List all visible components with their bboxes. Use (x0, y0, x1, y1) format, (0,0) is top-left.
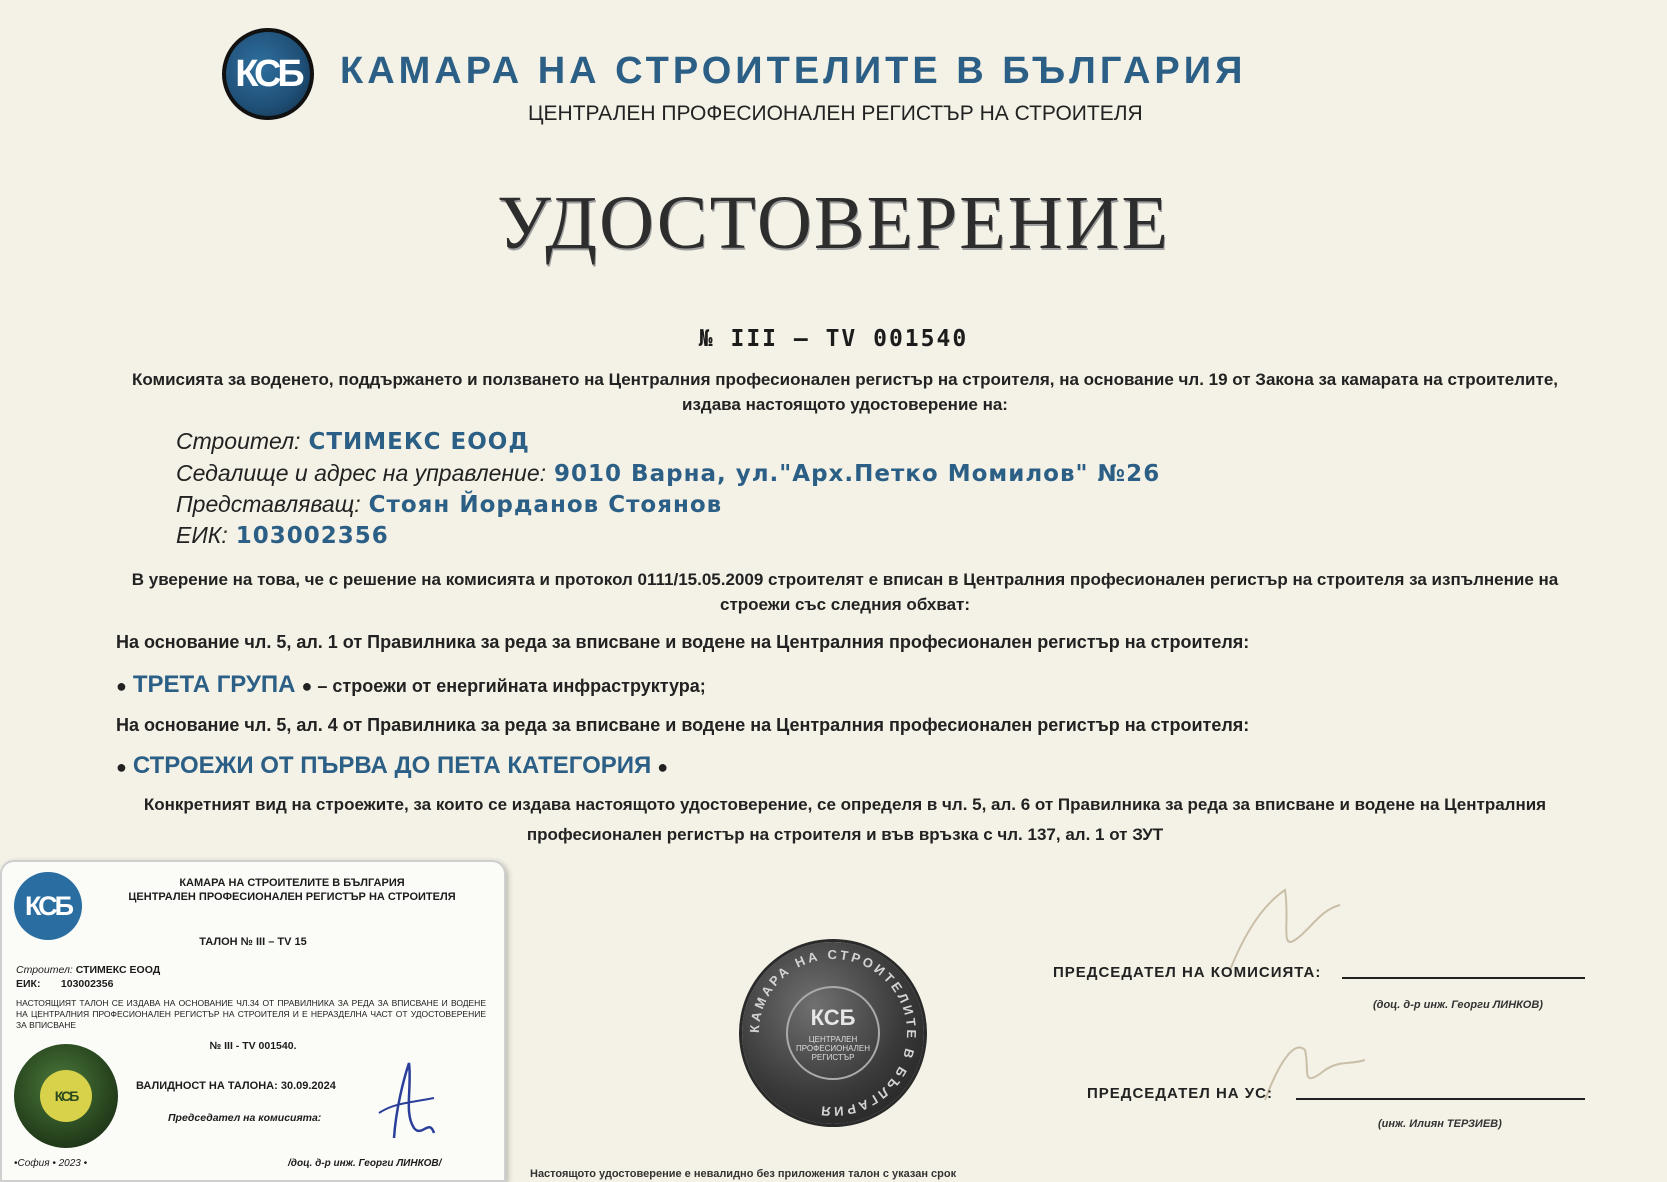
talon-cert-number: № III - TV 001540. (209, 1040, 297, 1052)
talon-logo (14, 872, 82, 940)
seal-mark: КСБ (810, 1004, 856, 1030)
talon-chair-label: Председател на комисията: (168, 1112, 322, 1124)
bullet-icon: ● (116, 676, 127, 696)
talon-seal (14, 1044, 118, 1148)
decision-paragraph: В уверение на това, че с решение на комисията и протокол 0111/15.05.2009 строителят е вписан в Централния професионален регистър на строителя за изпълнение на строежи със следния обхват: (131, 570, 1559, 614)
talon-eik-label: ЕИК: (16, 978, 41, 990)
representative-value: Стоян Йорданов Стоянов (368, 492, 723, 518)
group-name: ТРЕТА ГРУПА (132, 671, 296, 698)
representative-label: Представляващ: (176, 491, 361, 517)
builder-value: СТИМЕКС ЕООД (308, 429, 530, 455)
talon-logo-mark: КСБ (24, 890, 72, 921)
seal-center-text: ЦЕНТРАЛЕН ПРОФЕСИОНАЛЕН РЕГИСТЪР (796, 1034, 870, 1062)
talon-validity-value: 30.09.2024 (280, 1080, 336, 1092)
talon-signer: /доц. д-р инж. Георги ЛИНКОВ/ (288, 1158, 442, 1169)
talon-org-sub: ЦЕНТРАЛЕН ПРОФЕСИОНАЛЕН РЕГИСТЪР НА СТРОИТЕЛЯ (128, 891, 456, 903)
chamber-logo-mark: КСБ (235, 52, 301, 95)
certificate-number: № III – TV 001540 (698, 326, 969, 352)
seal-center (786, 986, 880, 1080)
group-description: – строежи от енергийната инфраструктура; (317, 676, 706, 696)
eik-label: ЕИК: (176, 522, 228, 548)
address-value: 9010 Варна, ул."Арх.Петко Момилов" №26 (554, 461, 1161, 487)
org-subtitle: ЦЕНТРАЛЕН ПРОФЕСИОНАЛЕН РЕГИСТЪР НА СТРОИТЕЛЯ (528, 102, 1143, 125)
address-field (176, 460, 1160, 487)
talon-text: НАСТОЯЩИЯТ ТАЛОН СЕ ИЗДАВА НА ОСНОВАНИЕ ЧЛ.34 ОТ ПРАВИЛНИКА ЗА РЕДА ЗА ВПИСВАНЕ И ВОДЕНЕ НА ЦЕНТРАЛНИЯ ПРОФЕСИОНАЛЕН РЕГИСТЪР НА СТРОИТЕЛЯ И Е НЕРАЗДЕЛНА ЧАСТ ОТ УДОСТОВЕРЕНИЕ ЗА ВПИСВАНЕ (16, 998, 486, 1030)
specific-paragraph: Конкретният вид на строежите, за които се издава настоящото удостоверение, се определя в чл. 5, ал. 6 от Правилника за реда за вписване и водене на Централния професионален регистър на строителя и във връзка с чл. 137, ал. 1 от ЗУТ (143, 795, 1547, 844)
certificate-title: УДОСТОВЕРЕНИЕ (497, 181, 1170, 265)
footer-note: Настоящото удостоверение е невалидно без приложения талон с указан срок (530, 1168, 957, 1180)
talon-card (0, 860, 506, 1182)
basis-2: На основание чл. 5, ал. 4 от Правилника за реда за вписване и водене на Централния професионален регистър на строителя: (116, 715, 1250, 735)
builder-field (176, 428, 530, 455)
category-line (116, 752, 668, 780)
representative-field (176, 491, 722, 518)
bullet-icon: ● (116, 757, 127, 777)
group-line (116, 671, 706, 699)
basis-1: На основание чл. 5, ал. 1 от Правилника за реда за вписване и водене на Централния професионален регистър на строителя: (116, 632, 1250, 652)
chair-commission-label: ПРЕДСЕДАТЕЛ НА КОМИСИЯТА: (1053, 964, 1322, 981)
talon-org (92, 876, 492, 904)
builder-label: Строител: (176, 428, 301, 454)
signature-line (1342, 977, 1585, 979)
chair-board-label: ПРЕДСЕДАТЕЛ НА УС: (1087, 1085, 1273, 1102)
seal-ring-text: КАМАРА НА СТРОИТЕЛИТЕ В БЪЛГАРИЯ (746, 946, 920, 1120)
bullet-icon: ● (657, 757, 669, 777)
talon-builder (16, 964, 160, 976)
talon-signature (374, 1058, 444, 1148)
signature-line (1296, 1098, 1585, 1100)
talon-builder-label: Строител: (16, 964, 73, 976)
eik-field (176, 522, 389, 549)
chair-board-name: (инж. Илиян ТЕРЗИЕВ) (1378, 1118, 1502, 1130)
talon-place: •София • 2023 • (14, 1158, 88, 1169)
talon-validity (136, 1080, 336, 1092)
bullet-icon: ● (301, 676, 313, 696)
chamber-logo (222, 28, 314, 120)
chair-commission-name: (доц. д-р инж. Георги ЛИНКОВ) (1373, 999, 1543, 1011)
talon-validity-label: ВАЛИДНОСТ НА ТАЛОНА: (136, 1080, 278, 1092)
intro-paragraph: Комисията за воденето, поддържането и ползването на Централния професионален регистър на строителя, на основание чл. 19 от Закона за камарата на строителите, издава настоящото удостоверение на: (131, 370, 1559, 414)
address-label: Седалище и адрес на управление: (176, 460, 547, 486)
talon-eik (16, 978, 113, 990)
talon-eik-value: 103002356 (60, 978, 114, 990)
eik-value: 103002356 (235, 523, 389, 549)
org-name: КАМАРА НА СТРОИТЕЛИТЕ В БЪЛГАРИЯ (340, 50, 1247, 92)
talon-number: ТАЛОН № III – TV 15 (199, 936, 307, 948)
talon-org-name: КАМАРА НА СТРОИТЕЛИТЕ В БЪЛГАРИЯ (179, 877, 405, 889)
category-text: СТРОЕЖИ ОТ ПЪРВА ДО ПЕТА КАТЕГОРИЯ (132, 752, 652, 779)
talon-seal-mark: КСБ (40, 1070, 92, 1122)
talon-builder-value: СТИМЕКС ЕООД (75, 964, 161, 976)
official-seal (742, 942, 924, 1124)
